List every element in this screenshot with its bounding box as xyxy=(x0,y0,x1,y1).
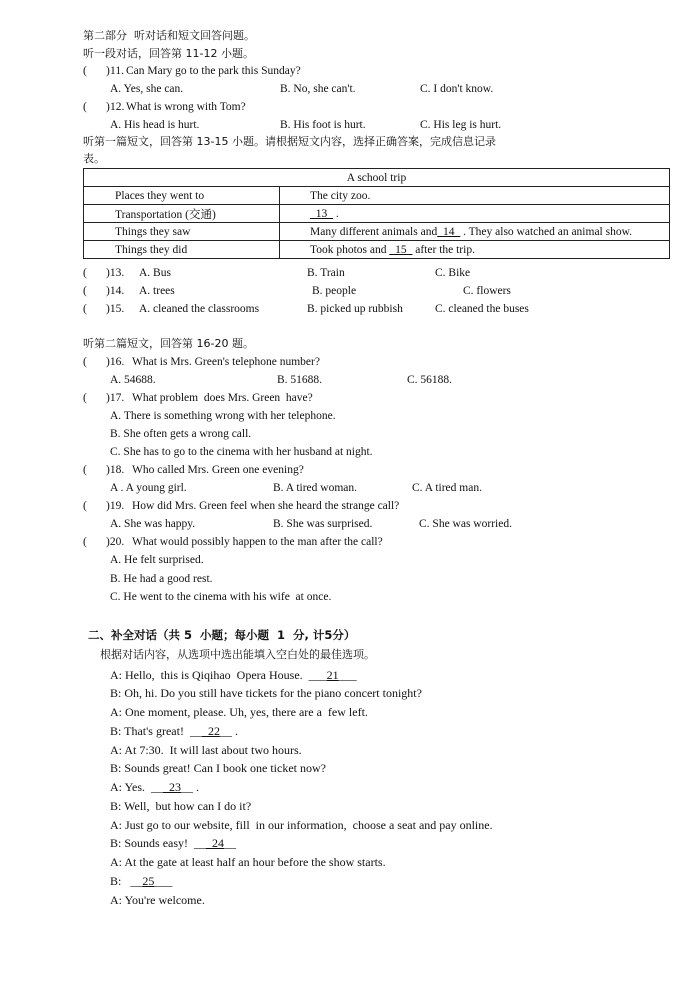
question-number: )15. xyxy=(106,303,125,315)
option-c: C. I don't know. xyxy=(420,83,494,95)
section2-instruction: 根据对话内容，从选项中选出能填入空白处的最佳选项。 xyxy=(100,648,375,661)
content-text: after the trip. xyxy=(412,243,475,256)
option-a: A . A young girl. xyxy=(110,482,187,494)
blank-13: _13_ xyxy=(310,207,333,220)
speaker: B: xyxy=(110,686,122,700)
option-b: B. He had a good rest. xyxy=(110,573,213,585)
answer-paren-open: ( xyxy=(83,267,87,279)
blank-15: _15_ xyxy=(389,243,413,256)
row-label: Things they saw xyxy=(84,223,280,241)
question-number: )14. xyxy=(106,285,125,297)
option-b: B. people xyxy=(312,285,357,297)
option-b: B. His foot is hurt. xyxy=(280,119,366,131)
question-number: )17. xyxy=(106,392,125,404)
speaker: A: xyxy=(110,893,122,907)
option-c: C. She has to go to the cinema with her husband at night. xyxy=(110,446,373,458)
answer-paren-open: ( xyxy=(83,464,87,476)
row-label: Things they did xyxy=(84,241,280,259)
speaker: B: xyxy=(110,761,122,775)
question-number: )16. xyxy=(106,356,125,368)
row-content xyxy=(280,241,670,259)
line-text: Oh, hi. Do you still have tickets for the piano concert tonight? xyxy=(124,686,422,700)
option-c: C. 56188. xyxy=(407,374,453,386)
school-trip-table xyxy=(83,168,670,259)
option-a: A. Yes, she can. xyxy=(110,83,184,95)
speaker: A: xyxy=(110,855,122,869)
answer-paren-open: ( xyxy=(83,285,87,297)
question-number: 12. xyxy=(110,101,125,113)
row-content xyxy=(280,187,670,205)
option-c: C. He went to the cinema with his wife at once. xyxy=(110,591,332,603)
option-b: B. She often gets a wrong call. xyxy=(110,428,252,440)
blank-25: 25 xyxy=(142,874,155,888)
option-a: A. 54688. xyxy=(110,374,156,386)
line-text: Hello, this is Qiqihao Opera House. ___ xyxy=(125,668,327,682)
question-number: )20. xyxy=(106,536,125,548)
speaker: A: xyxy=(110,668,122,682)
answer-paren-open: ( xyxy=(83,392,87,404)
passage1-instruction-cont: 表。 xyxy=(83,152,105,165)
line-text: Well, but how can I do it? xyxy=(124,799,252,813)
answer-paren-open: ( xyxy=(83,303,87,315)
content-text: Many different animals and xyxy=(310,225,438,238)
line-text: __ . xyxy=(181,780,200,794)
blank-21: 21 xyxy=(326,668,339,682)
line-text: One moment, please. Uh, yes, there are a few left. xyxy=(125,705,368,719)
part2-heading: 第二部分 听对话和短文回答问题。 xyxy=(83,29,255,42)
line-text: At 7:30. It will last about two hours. xyxy=(124,743,302,757)
dialogue-line xyxy=(110,874,172,889)
question-number: )19. xyxy=(106,500,125,512)
question-text: What is wrong with Tom? xyxy=(126,101,246,113)
passage2-instruction: 听第二篇短文，回答第 16-20 题。 xyxy=(83,337,254,350)
answer-paren-close: ) xyxy=(106,65,110,77)
blank-23: _23 xyxy=(163,780,182,794)
option-a: A. He felt surprised. xyxy=(110,554,204,566)
content-text: The city zoo. xyxy=(310,189,371,202)
option-b: B. 51688. xyxy=(277,374,323,386)
row-label: Transportation (交通) xyxy=(84,205,280,223)
speaker: B: xyxy=(110,799,122,813)
speaker: A: xyxy=(110,818,122,832)
line-text: Sounds great! Can I book one ticket now? xyxy=(124,761,326,775)
blank-14: _14_ xyxy=(437,225,461,238)
table-row xyxy=(84,205,670,223)
line-text: ___ xyxy=(338,668,357,682)
option-b: B. Train xyxy=(307,267,345,279)
question-text: Who called Mrs. Green one evening? xyxy=(132,464,304,476)
question-number: )18. xyxy=(106,464,125,476)
section2-heading: 二、补全对话（共 5 小题；每小题 1 分, 计5分） xyxy=(88,628,356,642)
option-a: A. trees xyxy=(139,285,175,297)
row-label: Places they went to xyxy=(84,187,280,205)
content-text: . xyxy=(333,207,339,220)
line-text: Just go to our website, fill in our information, choose a seat and pay online. xyxy=(125,818,493,832)
dialog-instruction: 听一段对话，回答第 11-12 小题。 xyxy=(83,47,254,60)
dialogue-line xyxy=(110,724,238,739)
dialogue-line xyxy=(110,761,326,776)
question-text: Can Mary go to the park this Sunday? xyxy=(126,65,301,77)
option-c: C. His leg is hurt. xyxy=(420,119,502,131)
blank-24: _24 xyxy=(206,836,225,850)
option-b: B. No, she can't. xyxy=(280,83,356,95)
line-text: Yes. __ xyxy=(124,780,164,794)
answer-paren-open: ( xyxy=(83,500,87,512)
table-row xyxy=(84,241,670,259)
dialogue-line xyxy=(110,743,302,758)
line-text: __ . xyxy=(219,724,238,738)
speaker: A: xyxy=(110,743,122,757)
option-a: A. Bus xyxy=(139,267,171,279)
question-text: What problem does Mrs. Green have? xyxy=(132,392,313,404)
dialogue-line xyxy=(110,705,368,720)
dialogue-line xyxy=(110,686,422,701)
dialogue-line xyxy=(110,855,386,870)
line-text: That's great! __ xyxy=(124,724,202,738)
table-row xyxy=(84,187,670,205)
question-text: What is Mrs. Green's telephone number? xyxy=(132,356,320,368)
answer-paren-open: ( xyxy=(83,356,87,368)
option-a: A. His head is hurt. xyxy=(110,119,200,131)
line-text: ___ xyxy=(154,874,173,888)
option-c: C. A tired man. xyxy=(412,482,482,494)
question-number: 11. xyxy=(110,65,124,77)
option-c: C. cleaned the buses xyxy=(435,303,529,315)
row-content xyxy=(280,223,670,241)
content-text: Took photos and xyxy=(310,243,390,256)
question-text: What would possibly happen to the man after the call? xyxy=(132,536,383,548)
line-text: __ xyxy=(224,836,237,850)
option-a: A. cleaned the classrooms xyxy=(139,303,260,315)
passage1-instruction: 听第一篇短文，回答第 13-15 小题。请根据短文内容，选择正确答案，完成信息记录 xyxy=(83,135,496,148)
dialogue-line xyxy=(110,893,205,908)
option-b: B. A tired woman. xyxy=(273,482,358,494)
option-a: A. She was happy. xyxy=(110,518,196,530)
option-c: C. Bike xyxy=(435,267,471,279)
table-header-row xyxy=(84,169,670,187)
dialogue-line xyxy=(110,799,251,814)
table-row xyxy=(84,223,670,241)
line-text: __ xyxy=(124,874,143,888)
option-c: C. flowers xyxy=(463,285,511,297)
speaker: B: xyxy=(110,724,122,738)
row-content xyxy=(280,205,670,223)
speaker: A: xyxy=(110,780,122,794)
line-text: You're welcome. xyxy=(124,893,205,907)
dialogue-line xyxy=(110,818,493,833)
question-number: )13. xyxy=(106,267,125,279)
question-text: How did Mrs. Green feel when she heard the strange call? xyxy=(132,500,400,512)
speaker: B: xyxy=(110,836,122,850)
option-c: C. She was worried. xyxy=(419,518,512,530)
content-text: . They also watched an animal show. xyxy=(460,225,633,238)
option-b: B. She was surprised. xyxy=(273,518,373,530)
option-b: B. picked up rubbish xyxy=(307,303,403,315)
line-text: Sounds easy! __ xyxy=(124,836,207,850)
table-title: A school trip xyxy=(84,169,670,187)
speaker: A: xyxy=(110,705,122,719)
dialogue-line xyxy=(110,668,357,683)
answer-paren-open: ( xyxy=(83,65,87,77)
answer-paren-open: ( xyxy=(83,536,87,548)
blank-22: _22 xyxy=(201,724,220,738)
line-text: At the gate at least half an hour before the show starts. xyxy=(124,855,386,869)
option-a: A. There is something wrong with her telephone. xyxy=(110,410,336,422)
dialogue-line xyxy=(110,836,236,851)
answer-paren-open: ( xyxy=(83,101,87,113)
answer-paren-close: ) xyxy=(106,101,110,113)
dialogue-line xyxy=(110,780,199,795)
speaker: B: xyxy=(110,874,122,888)
